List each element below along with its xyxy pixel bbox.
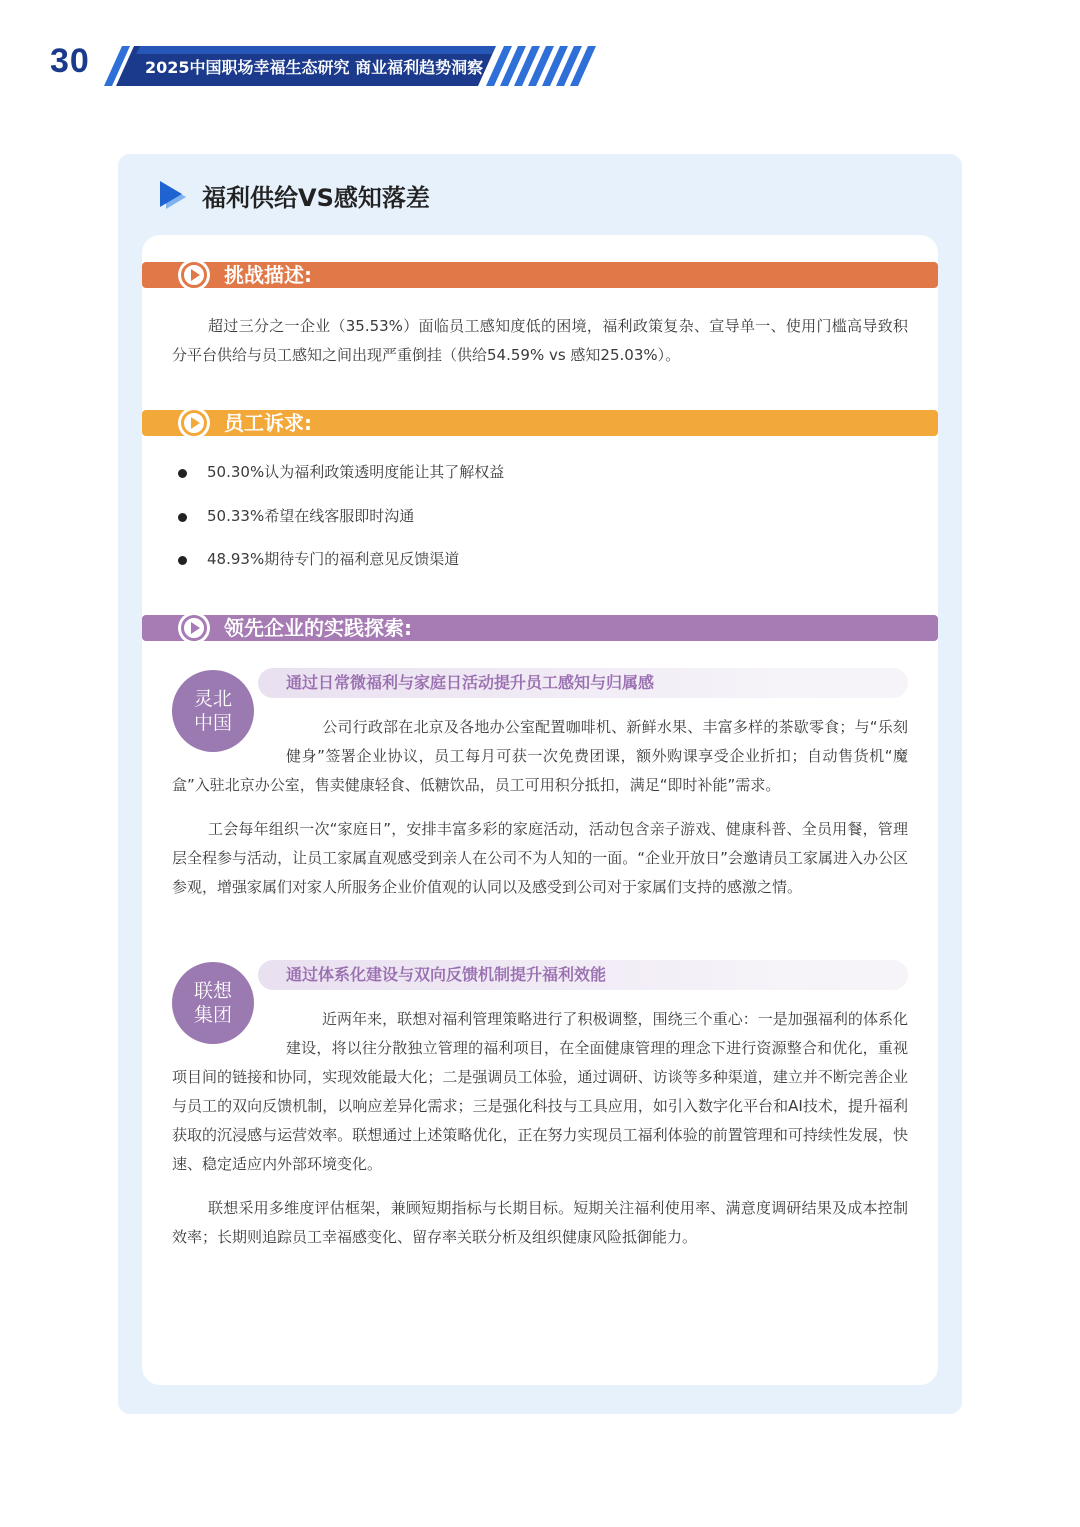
bullet-dot-icon bbox=[178, 469, 187, 478]
list-item-text: 50.33%希望在线客服即时沟通 bbox=[207, 506, 415, 525]
section-title: 福利供给VS感知落差 bbox=[202, 183, 430, 212]
company-paragraph bbox=[172, 713, 908, 800]
page-number: 30 bbox=[50, 42, 90, 80]
list-item bbox=[172, 502, 872, 546]
list-item bbox=[172, 458, 872, 502]
company-name-line1: 灵北 bbox=[193, 688, 232, 710]
company-headline-pill bbox=[258, 668, 908, 698]
practices-bar bbox=[142, 615, 938, 641]
demands-bar bbox=[142, 410, 938, 436]
list-item-text: 50.30%认为福利政策透明度能让其了解权益 bbox=[207, 463, 505, 481]
challenge-text: 超过三分之一企业（35.53%）面临员工感知度低的困境，福利政策复杂、宣导单一、使用门槛高导致积分平台供给与员工感知之间出现严重倒挂（供给54.59% vs 感知25.03%）。 bbox=[172, 317, 908, 364]
list-item bbox=[172, 545, 872, 589]
practices-label: 领先企业的实践探索: bbox=[224, 616, 412, 640]
play-arrow-icon bbox=[158, 179, 188, 211]
company-paragraph bbox=[172, 1005, 908, 1179]
company-name-line2: 中国 bbox=[193, 712, 232, 734]
challenge-bar bbox=[142, 262, 938, 288]
company-paragraph: 联想采用多维度评估框架，兼顾短期指标与长期目标。短期关注福利使用率、满意度调研结果及成本控制效率；长期则追踪员工幸福感变化、留存率关联分析及组织健康风险抵御能力。 bbox=[172, 1199, 908, 1246]
challenge-label: 挑战描述: bbox=[224, 263, 312, 287]
demands-list bbox=[172, 458, 872, 589]
company-headline: 通过体系化建设与双向反馈机制提升福利效能 bbox=[286, 965, 607, 984]
bullet-dot-icon bbox=[178, 513, 187, 522]
company-name-line1: 联想 bbox=[193, 980, 232, 1002]
company-headline-pill bbox=[258, 960, 908, 990]
company-name-line2: 集团 bbox=[193, 1004, 232, 1026]
company-paragraph-text: 近两年来，联想对福利管理策略进行了积极调整，围绕三个重心：一是加强福利的体系化建设，将以往分散独立管理的福利项目，在全面健康管理的理念下进行资源整合和优化，重视项目间的链接和协同，实现效能最大化；二是强调员工体验，通过调研、访谈等多种渠道，建立并不断完善企业与员工的双向反馈机制，以响应差异化需求；三是强化科技与工具应用，如引入数字化平台和AI技术，提升福利获取的沉浸感与运营效率。联想通过上述策略优化，正在努力实现员工福利体验的前置管理和可持续性发展，快速、稳定适应内外部环境变化。 bbox=[172, 1010, 908, 1173]
demands-label: 员工诉求: bbox=[224, 411, 312, 435]
header-title: 2025中国职场幸福生态研究 商业福利趋势洞察 bbox=[145, 58, 484, 77]
play-circle-icon bbox=[178, 612, 210, 644]
bullet-dot-icon bbox=[178, 556, 187, 565]
list-item-text: 48.93%期待专门的福利意见反馈渠道 bbox=[207, 550, 460, 568]
play-circle-icon bbox=[178, 407, 210, 439]
section-header bbox=[158, 178, 430, 212]
play-circle-icon bbox=[178, 259, 210, 291]
company-paragraph-text: 公司行政部在北京及各地办公室配置咖啡机、新鲜水果、丰富多样的茶歇零食；与“乐刻健身”签署企业协议，员工每月可获一次免费团课，额外购课享受企业折扣；自动售货机“魔盒”入驻北京办公室，售卖健康轻食、低糖饮品，员工可用积分抵扣，满足“即时补能”需求。 bbox=[172, 718, 908, 794]
company-headline: 通过日常微福利与家庭日活动提升员工感知与归属感 bbox=[286, 673, 655, 692]
company-paragraph: 工会每年组织一次“家庭日”，安排丰富多彩的家庭活动，活动包含亲子游戏、健康科普、全员用餐，管理层全程参与活动，让员工家属直观感受到亲人在公司不为人知的一面。“企业开放日”会邀请员工家属进入办公区参观，增强家属们对家人所服务企业价值观的认同以及感受到公司对于家属们支持的感激之情。 bbox=[172, 820, 908, 896]
